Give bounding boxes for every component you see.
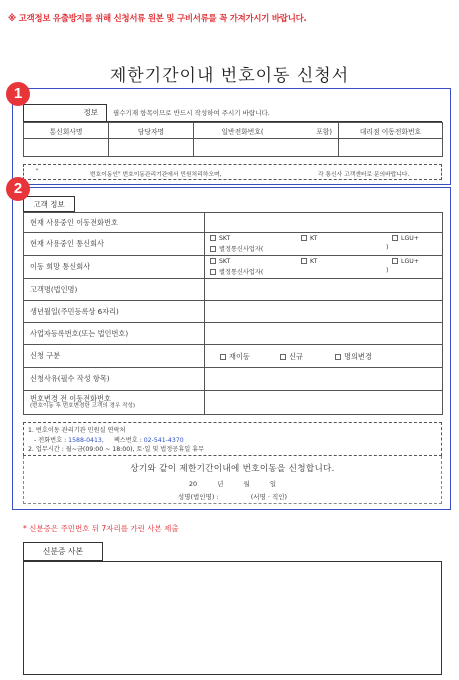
col-manager-name: 담당자명 [109,123,194,139]
agency-mobile-field[interactable] [339,139,443,157]
section-1-badge: 1 [6,82,30,106]
hotline-number: 1588-0413, [68,436,104,444]
id-copy-notice: * 신분증은 주민번호 뒤 7자리를 가린 사본 제출 [23,524,179,533]
fax-number: 02-541-4370 [143,436,184,444]
label-business-no: 사업자등록번호(또는 법인번호) [24,323,205,345]
target-skt-option[interactable]: SKT [210,258,230,265]
section-1-header [23,104,442,122]
phone-field[interactable] [194,139,339,157]
birth-field[interactable] [205,301,443,323]
label-reason: 신청사유(필수 작성 항목) [24,368,205,391]
carrier-name-field[interactable] [24,139,109,157]
section-1-tab: 정보 [23,104,107,122]
agent-info-table [23,122,443,157]
current-lgu-option[interactable]: LGU+ [392,235,419,242]
current-skt-option[interactable]: SKT [210,235,230,242]
manager-name-field[interactable] [109,139,194,157]
current-number-field[interactable] [205,213,443,233]
customer-info-table [23,212,443,415]
target-other-option[interactable]: 별정통신사업자( [210,267,263,276]
label-target-carrier: 이동 희망 통신회사 [24,256,205,279]
page-title: 제한기간이내 번호이동 신청서 [109,66,350,86]
col-phone-area: 포함) [264,123,339,139]
target-lgu-option[interactable]: LGU+ [392,258,419,265]
business-no-field[interactable] [205,323,443,345]
type-retransfer-option[interactable]: 재이동 [220,352,250,362]
type-new-option[interactable]: 신규 [280,352,303,362]
current-other-option[interactable]: 별정통신사업자( [210,244,263,253]
label-app-type: 신청 구분 [24,345,205,368]
date-line: 20 년 월 일 [188,480,277,488]
current-kt-option[interactable]: KT [301,235,317,242]
col-agency-mobile: 대리점 이동전화번호 [339,123,443,139]
footer-right: 각 통신사 고객센터로 문의바랍니다. [318,172,410,178]
label-current-number: 현재 사용중인 이동전화번호 [24,213,205,233]
section-1-footer: " 번호이동인" 번호이동관리기관에서 민원처리하오며, 각 통신사 고객센터로 문의바랍니다. [23,164,442,180]
col-phone: 일반전화번호( [194,123,264,139]
contact-notes: 1. 번호이동 관리기관 민원실 연락처 - 전화번호 : 1588-0413, 팩스번호 : 02-541-4370 2. 업무시간 : 월~금(09:00 ~ 18:00), 토·일 및 법정공휴일 휴무 [23,422,442,456]
label-customer-name: 고객명(법인명) [24,279,205,301]
notice-banner: ※ 고객정보 유출방지를 위해 신청서류 원본 및 구비서류를 꼭 가져가시기 바랍니다. [8,13,307,23]
signature-area [23,456,442,504]
section-1-note: 필수기재 항목이므로 반드시 작성하여 주시기 바랍니다. [113,109,270,117]
customer-name-field[interactable] [205,279,443,301]
section-2-badge: 2 [6,177,30,201]
reason-field[interactable] [205,368,443,391]
section-2-tab: 고객 정보 [23,196,75,212]
col-carrier-name: 통신회사명 [24,123,109,139]
application-statement: 상기와 같이 제한기간이내에 번호이동을 신청합니다. [130,464,335,474]
target-kt-option[interactable]: KT [301,258,317,265]
prev-number-hint: (번호이동 후 번호변경한 고객의 경우 작성) [30,403,136,409]
label-prev-number: 번호변경 전 이동전화번호 (번호이동 후 번호변경한 고객의 경우 작성) [24,391,205,415]
type-name-change-option[interactable]: 명의변경 [335,352,372,362]
footer-mid: 번호이동인" 번호이동관리기관에서 민원처리하오며, [90,172,222,178]
label-current-carrier: 현재 사용중인 통신회사 [24,233,205,256]
label-birth: 생년월일(주민등록상 6자리) [24,301,205,323]
current-carrier-options: SKT KT LGU+ 별정통신사업자( ) [205,233,443,256]
target-carrier-options: SKT KT LGU+ 별정통신사업자( ) [205,256,443,279]
id-copy-box[interactable] [23,561,442,675]
app-type-options [205,345,443,368]
prev-number-field[interactable] [205,391,443,415]
id-copy-tab: 신분증 사본 [23,542,103,561]
signature-line: 성명(법인명) : (서명 · 직인) [177,493,288,501]
